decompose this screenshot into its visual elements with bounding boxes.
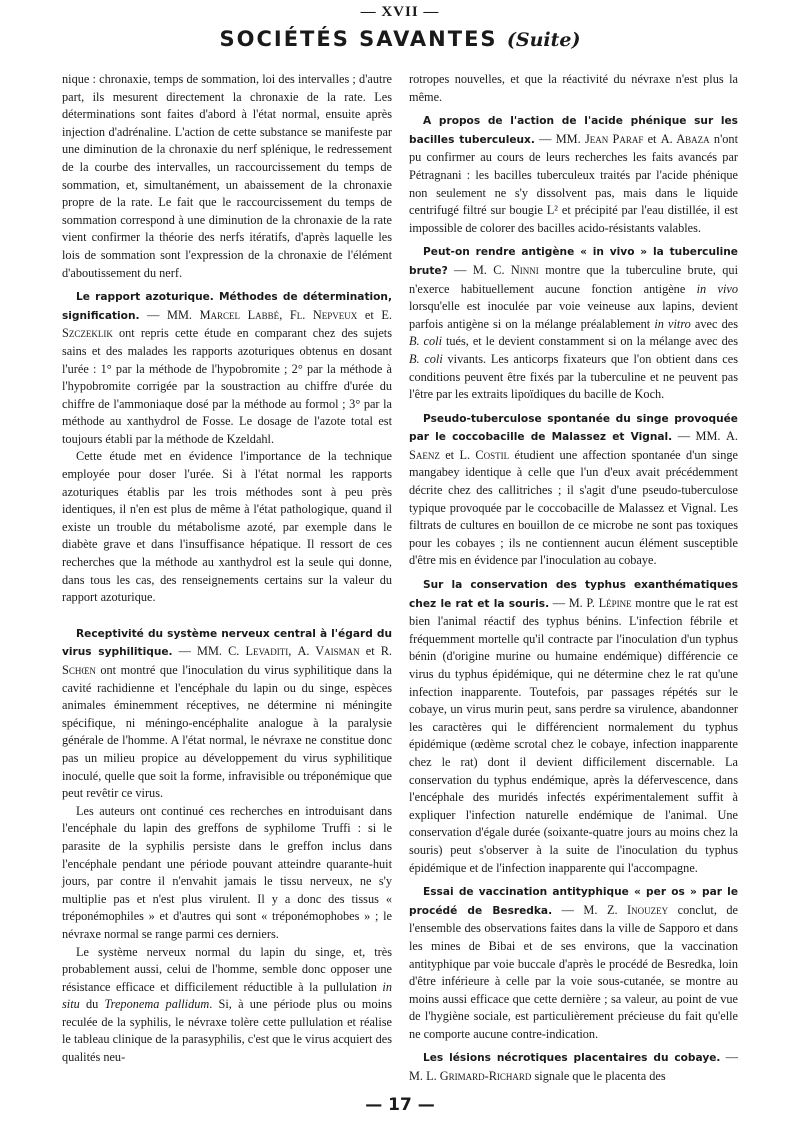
article-receptivite-systeme-nerveux: Receptivité du système nerveux central à l'égard du virus syphilitique. — MM. C. Levaditi, A. Vaisman et R. Schœn ont montré que l'inoculation du virus syphilitique dans la cavité rachidienne et l'encéphale du lapin ou du singe, espèces animales éminemment réceptives, ne détermine ni méningite spécifique, ni méningo-encéphalite analogue à la paralysie générale de l'homme. A l'état normal, le névraxe ne constitue donc pas un milieu propice au développement du virus syphilitique inoculé, quelle que soit la forme, infravisible ou tréponémique que peut revêtir ce virus. [62, 627, 392, 801]
article-title: Les lésions nécrotiques placentaires du cobaye. [423, 1052, 721, 1065]
left-continued-paragraph: nique : chronaxie, temps de sommation, loi des intervalles ; d'autre part, ils mesurent directement la chronaxie de la rate. Les déterminations sont faites d'abord à l'état normal, ensuite après injection d'adrénaline. L'action de cette substance se manifeste par une diminution de la chronaxie du nerf splénique, le redressement de la courbe des intervalles, un raccourcissement du temps de sommation, et, simultanément, un abaissement de la chronaxie propre de la rate. Le fait que le raccourcissement du temps de sommation correspond à une diminution de la chronaxie de la rate vient confirmer la théorie des nerfs itératifs, d'après laquelle les lois de sommation sont l'expression de la chronaxie de l'élément d'aboutissement du nerf. [62, 72, 392, 280]
author: L. Grimard-Richard [426, 1069, 532, 1084]
article-rapport-azoturique: Le rapport azoturique. Méthodes de détermination, signification. — MM. Marcel Labbé, Fl. Nepveux et E. Szczeklik ont repris cette étude en comparant chez des sujets sains et des malades les rapports azoturiques obtenus en dosant l'urée : 1° par la méthode de l'hypobromite ; 2° par la méthode à l'hypobromite corrigée par la soustraction au chiffre d'urée du chiffre de l'ammoniaque dosé par la méthode au formol ; 3° par la méthode au xanthydrol de Fosse. Le dosage de l'azote total est toujours établi par la méthode de Kzeldahl. [62, 291, 392, 446]
article-paragraph: Cette étude met en évidence l'importance de la technique employée pour doser l'urée. Si à l'état normal les rapports azoturiques établis par les trois méthodes sont à peu près identiques, il n'en est plus de même à l'état pathologique, quand il existe un trouble du métabolisme azoté, par exemple dans le diabète grave et dans l'insuffisance hépatique. Il ressort de ces recherches que la méthode au xanthydrol est la seule qui donne, dans tous les cas, des renseignements certains sur la valeur du rapport azoturique. [62, 449, 392, 605]
author: Z. Inouzey [606, 902, 669, 917]
author: C. Levaditi [228, 644, 289, 659]
article-lesions-placentaires: Les lésions nécrotiques placentaires du cobaye. — M. L. Grimard-Richard signale que le placenta des [409, 1050, 738, 1084]
article-title: A propos de l'action de l'acide phénique sur les bacilles tuberculeux. [409, 115, 738, 146]
article-vaccination-antityphique: Essai de vaccination antityphique « per os » par le procédé de Besredka. — M. Z. Inouzey conclut, de l'ensemble des observations faites dans la ville de Sapporo et dans les mines de Bibai et de ses environs, que la vaccination antityphique par voie buccale d'après le procédé de Besredka, loin d'être inférieure à celle par la voie sous-cutanée, se montre au moins aussi efficace que cette dernière ; sa valeur, au point de vue de l'hygiène sociale, est particulièrement précieuse du fait qu'elle ne comporte aucune contre-indication. [409, 886, 739, 1041]
article-title: Sur la conservation des typhus exanthématiques chez le rat et la souris. [409, 579, 738, 610]
author: A. Abaza [660, 131, 710, 146]
article-title: Essai de vaccination antityphique « per os » par le procédé de Besredka. [409, 886, 738, 917]
article-body: montre que le rat est bien l'animal réactif des typhus bénins. L'infection fébrile et fréquemment mortelle qu'il contracte par l'inoculation d'un typhus bénin (d'origine murine ou humaine endémique) différencie ce virus du typhus épidémique, qui ne détermine chez le rat qu'une infection inapparente. Toutefois, par passages répétés sur le cobaye, un virus murin peut, sans perdre sa virulence, abandonner les caractères qui le différencient normalement du typhus épidémique (œdème scrotal chez le cobaye, infection inapparente chez le rat) dont il devient difficilement discernable. La conservation du typhus endémique, après la défervescence, dans l'encéphale des muridés infectés expérimentalement suffit à expliquer l'infection naturelle endémique de l'animal. Une conservation d'égale durée (soixante-quatre jours au moins chez la souris) peut s'observer à la suite de l'inoculation du typhus épidémique et de l'infection inapparente qui l'accompagne. [409, 595, 738, 875]
right-column [409, 71, 738, 1086]
author: Jean Paraf [584, 131, 644, 146]
author: L. Costil [459, 447, 510, 462]
author: Fl. Nepveux [289, 307, 358, 322]
article-typhus-exanthematiques: Sur la conservation des typhus exanthématiques chez le rat et la souris. — M. P. Lépine montre que le rat est bien l'animal réactif des typhus bénins. L'infection fébrile et fréquemment mortelle qu'il contracte par l'inoculation d'un typhus bénin (d'origine murine ou humaine endémique) différencie ce virus du typhus épidémique, qui ne détermine chez le rat qu'une infection inapparente. Toutefois, par passages répétés sur le cobaye, un virus murin peut, sans perdre sa virulence, abandonner les caractères qui le différencient normalement du typhus épidémique (œdème scrotal chez le cobaye, infection inapparente chez le rat) dont il devient difficilement discernable. La conservation du typhus endémique, après la défervescence, dans l'encéphale des muridés infectés expérimentalement suffit à expliquer l'infection naturelle endémique de l'animal. Une conservation d'égale durée (soixante-quatre jours au moins chez la souris) peut s'observer à la suite de l'inoculation du typhus épidémique et de l'infection inapparente qui l'accompagne. [409, 579, 738, 875]
article-title: Receptivité du système nerveux central à l'égard du virus syphilitique. [62, 627, 392, 659]
author: R. Schœn [62, 644, 392, 677]
article-body: ont repris cette étude en comparant chez des sujets sains et des malades les rapports azoturiques obtenus en dosant l'urée : 1° par la méthode de l'hypobromite ; 2° par la méthode à l'hypobromite corrigée par la soustraction au chiffre d'urée du chiffre de l'ammoniaque dosé par la méthode au formol ; 3° par la méthode au xanthydrol de Fosse. Le dosage de l'azote total est toujours établi par la méthode de Kzeldahl. [62, 326, 392, 446]
article-title: Le rapport azoturique. Méthodes de détermination, signification. [62, 291, 392, 322]
article-title: Pseudo-tuberculose spontanée du singe provoquée par le coccobacille de Malassez et Vignal. [409, 412, 738, 444]
page-number: — 17 — [365, 1095, 435, 1115]
article-title: Peut-on rendre antigène « in vivo » la tuberculine brute? [409, 246, 738, 277]
page-roman-number: — XVII — [360, 4, 440, 20]
article-paragraph: Le système nerveux normal du lapin du singe, et, très probablement aussi, celui de l'homme, semble donc opposer une résistance efficace et difficilement réductible à la pullulation in situ du Treponema pallidum. Si, à une période plus ou moins reculée de la syphilis, le névraxe tolère cette pullulation et réalise le tableau clinique de la parasyphilis, c'est que le virus acquiert des qualités neu- [62, 944, 392, 1065]
article-pseudo-tuberculose: Pseudo-tuberculose spontanée du singe provoquée par le coccobacille de Malassez et Vignal. — MM. A. Saenz et L. Costil étudient une affection spontanée d'un singe mangabey identique à celle que l'un d'eux avait précédemment décrite chez des callitriches ; il s'agit d'une pseudo-tuberculose typique provoquée par le coccobacille de Malassez et Vignal. Les filtrats de cultures en bouillon de ce microbe ne sont pas toxiques pour les cobayes ; ils ne contiennent aucun élément susceptible d'être mis en évidence par l'inoculation au cobaye. [409, 412, 739, 568]
section-title-main: SOCIÉTÉS SAVANTES [219, 27, 498, 51]
article-body: étudient une affection spontanée d'un singe mangabey identique à celle que l'un d'eux avait précédemment décrite chez des callitriches ; il s'agit d'une pseudo-tuberculose typique provoquée par le coccobacille de Malassez et Vignal. Les filtrats de cultures en bouillon de ce microbe ne sont pas toxiques pour les cobayes ; ils ne contiennent aucun élément susceptible d'être mis en évidence par l'inoculation au cobaye. [409, 447, 739, 568]
article-body: conclut, de l'ensemble des observations faites dans la ville de Sapporo et dans les mines de Bibai et de ses environs, que la vaccination antityphique par voie buccale d'après le procédé de Besredka, loin d'être inférieure à celle par la voie sous-cutanée, se montre au moins aussi efficace que cette dernière ; sa valeur, au point de vue de l'hygiène sociale, est particulièrement précieuse du fait qu'elle ne comporte aucune contre-indication. [409, 902, 739, 1041]
article-body: signale que le placenta des [531, 1069, 666, 1084]
section-title [0, 27, 800, 51]
article-paragraph: Les auteurs ont continué ces recherches en introduisant dans l'encéphale du lapin des greffons de syphilome Truffi : si le parasite de la syphilis persiste dans le greffon inclus dans l'encéphale pendant une période pouvant atteindre quarante-huit jours, par contre il n'envahit jamais le tissu nerveux, ne s'y multiplie pas et n'est plus virulent. Il y a donc des tissus « tréponémophiles » et d'autres qui sont « tréponémophobes » ; le névraxe normal se range parmi ces derniers. [62, 803, 392, 941]
section-title-suffix: (Suite) [506, 29, 581, 51]
article-acide-phenique: A propos de l'action de l'acide phénique sur les bacilles tuberculeux. — MM. Jean Paraf et A. Abaza n'ont pu confirmer au cours de leurs recherches les faits avancés par Pétragnani : les bacilles tuberculeux traités par l'acide phénique non seulement ne s'y dissolvent pas, mais dans le liquide centrifugé filtré sur bougie L² et précipité par l'eau distillée, il est impossible de colorer des bacilles acido-résistants valables. [409, 115, 738, 235]
article-tuberculine-antigene: Peut-on rendre antigène « in vivo » la tuberculine brute? — M. C. Ninni montre que la tuberculine brute, qui n'exerce habituellement aucune fonction antigène in vivo lorsqu'elle est inoculée par voie veineuse aux lapins, devient parfois antigène si on la mélange préalablement in vitro avec des B. coli tués, et le devient constamment si on la mélange avec des B. coli vivants. Les anticorps fixateurs que l'on obtient dans ces conditions peuvent être fixés par la tuberculine et ne peuvent pas l'être par les extraits lipoïdiques du bacille de Koch. [409, 246, 739, 402]
article-body: ont montré que l'inoculation du virus syphilitique dans la cavité rachidienne et l'encéphale du lapin ou du singe, espèces animales éminemment réceptives, ne détermine ni méningite spécifique, ni méningo-encéphalite analogue à la paralysie générale de l'homme. A l'état normal, le névraxe ne constitue donc pas un milieu propice au développement du virus syphilitique inoculé, quelle que soit la forme, infravisible ou tréponémique que peut revêtir ce virus. [62, 663, 392, 801]
author: P. Lépine [586, 595, 632, 610]
right-continued-paragraph: rotropes nouvelles, et que la réactivité du névraxe n'est plus la même. [409, 72, 738, 104]
article-body: n'ont pu confirmer au cours de leurs recherches les faits avancés par Pétragnani : les bacilles tuberculeux traités par l'acide phénique non seulement ne s'y dissolvent pas, mais dans le liquide centrifugé filtré sur bougie L² et précipité par l'eau distillée, il est impossible de colorer des bacilles acido-résistants valables. [409, 131, 738, 235]
author: A. Vaisman [297, 644, 360, 659]
author: C. Ninni [493, 262, 539, 277]
author: E. Szczeklik [62, 307, 392, 341]
left-column [62, 71, 392, 1067]
author: Marcel Labbé [199, 307, 280, 322]
author: A. Saenz [409, 429, 738, 462]
